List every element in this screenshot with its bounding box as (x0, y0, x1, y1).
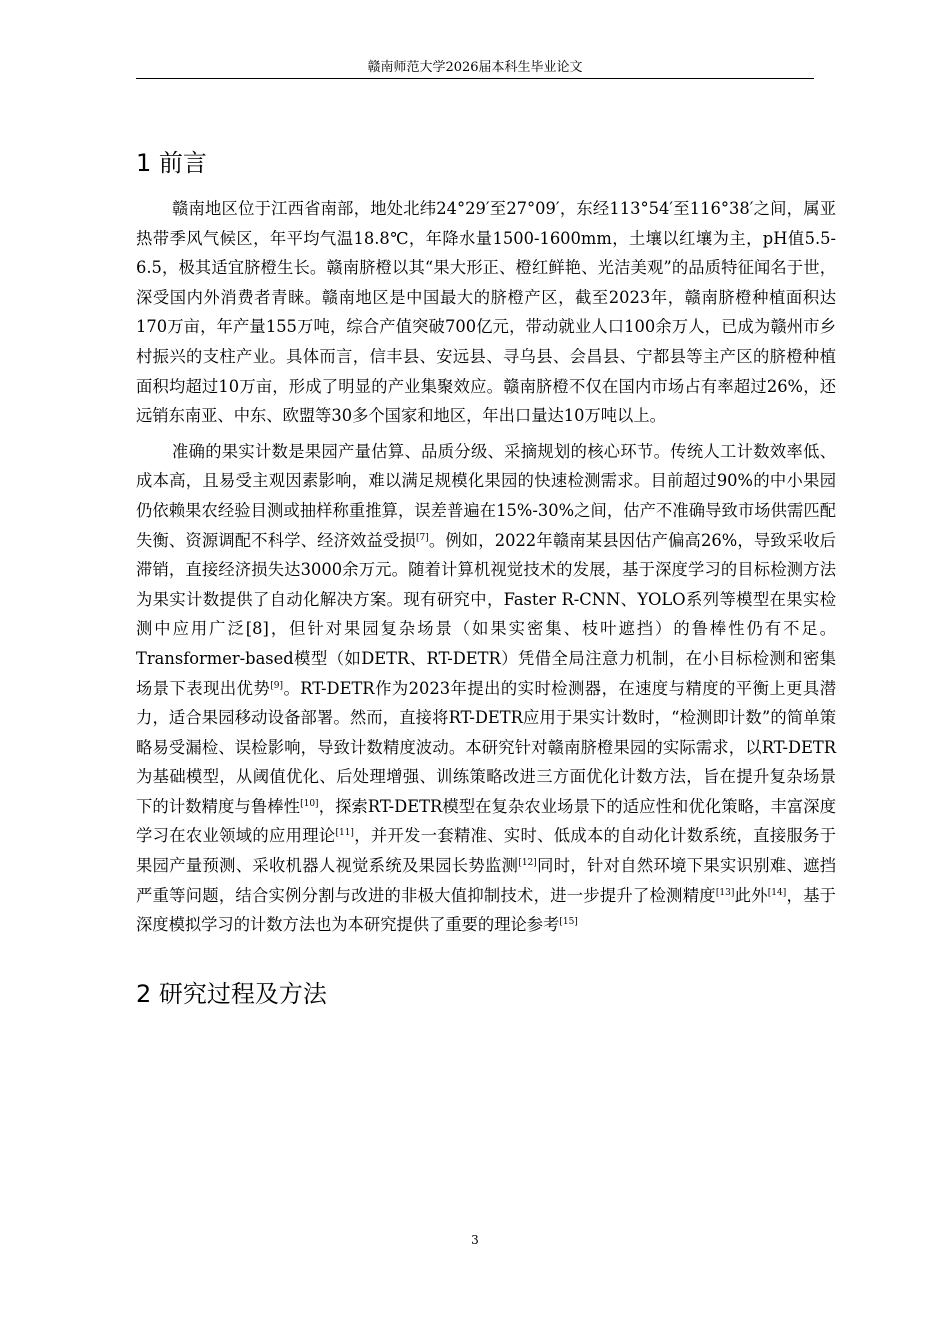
citation-13: [13] (715, 887, 735, 898)
citation-7: [7] (415, 532, 429, 543)
section-heading-methods: 2 研究过程及方法 (136, 979, 327, 1008)
page-content (136, 140, 836, 1017)
page-number: 3 (471, 1233, 479, 1247)
text-segment: 准确的果实计数是果园产量估算、品质分级、采摘规划的核心环节。传统人工计数效率低、成本高，且易受主观因素影响，难以满足规模化果园的快速检测需求。目前超过90%的中小果园仍依赖果农经验目测或抽样称重推算，误差普遍在15%-30%之间，估产不准确导致市场供需匹配失衡、资源调配不科学、经济效益受损 (136, 441, 836, 550)
citation-9: [9] (270, 680, 283, 691)
text-segment: 此外 (734, 885, 768, 905)
page-header: 赣南师范大学2026届本科生毕业论文 (367, 60, 583, 75)
citation-11: [11] (335, 828, 354, 839)
paragraph-region-overview: 赣南地区位于江西省南部，地处北纬24°29′至27°09′，东经113°54′至116°38′之间，属亚热带季风气候区，年平均气温18.8℃，年降水量1500-1600mm，土壤以红壤为主，pH值5.5-6.5，极其适宜脐橙生长。赣南脐橙以其“果大形正、橙红鲜艳、光洁美观”的品质特征闻名于世，深受国内外消费者青睐。赣南地区是中国最大的脐橙产区，截至2023年，赣南脐橙种植面积达170万亩，年产量155万吨，综合产值突破700亿元，带动就业人口100余万人，已成为赣州市乡村振兴的支柱产业。具体而言，信丰县、安远县、寻乌县、会昌县、宁都县等主产区的脐橙种植面积均超过10万亩，形成了明显的产业集聚效应。赣南脐橙不仅在国内市场占有率超过26%，还远销东南亚、中东、欧盟等30多个国家和地区，年出口量达10万吨以上。 (136, 199, 836, 426)
text-segment: ，基于深度模拟学习的计数方法也为本研究提供了重要的理论参考 (136, 885, 836, 935)
header-rule (136, 78, 814, 79)
citation-14: [14] (767, 887, 787, 898)
text-segment: ，并开发一套精准、实时、低成本的自动化计数系统，直接服务于果园产量预测、采收机器人视觉系统及果园长势监测 (136, 826, 836, 876)
paragraph-research-background (136, 437, 836, 940)
citation-10: [10] (300, 798, 319, 809)
text-segment: ，探索RT-DETR模型在复杂农业场景下的适应性和优化策略，丰富深度学习在农业领域的应用理论 (136, 796, 836, 846)
section-heading-introduction: 1 前言 (136, 149, 207, 177)
citation-15: [15] (559, 917, 578, 928)
text-segment: 。RT-DETR作为2023年提出的实时检测器，在速度与精度的平衡上更具潜力，适合果园移动设备部署。然而，直接将RT-DETR应用于果实计数时，“检测即计数”的简单策略易受漏检、误检影响，导致计数精度波动。本研究针对赣南脐橙果园的实际需求，以RT-DETR为基础模型，从阈值优化、后处理增强、训练策略改进三方面优化计数方法，旨在提升复杂场景下的计数精度与鲁棒性 (136, 678, 836, 816)
text-segment: 。例如，2022年赣南某县因估产偏高26%，导致采收后滞销，直接经济损失达3000余万元。随着计算机视觉技术的发展，基于深度学习的目标检测方法为果实计数提供了自动化解决方案。现有研究中，Faster R-CNN、YOLO系列等模型在果实检测中应用广泛[8]，但针对果园复杂场景（如果实密集、枝叶遮挡）的鲁棒性仍有不足。Transformer-based模型（如DETR、RT-DETR）凭借全局注意力机制，在小目标检测和密集场景下表现出优势 (136, 530, 837, 698)
citation-12: [12] (518, 858, 537, 869)
text-segment: 同时，针对自然环境下果实识别难、遮挡严重等问题，结合实例分割与改进的非极大值抑制技术，进一步提升了检测精度 (136, 856, 836, 905)
